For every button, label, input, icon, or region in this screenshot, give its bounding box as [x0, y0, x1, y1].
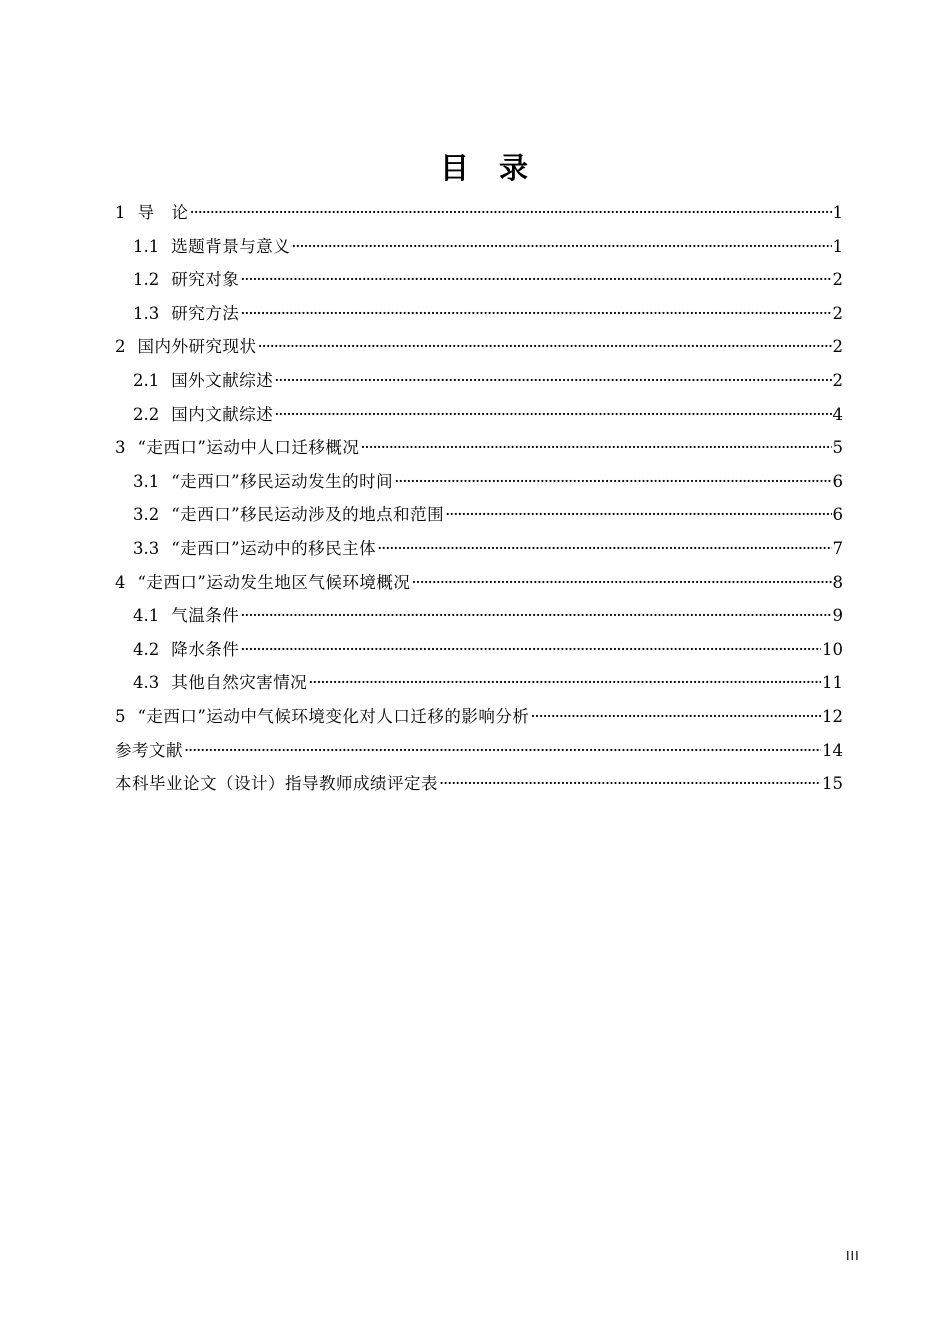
toc-entry-number: 1 — [115, 203, 126, 222]
toc-entry-page: 11 — [822, 673, 843, 693]
toc-entry-page: 14 — [822, 740, 843, 760]
toc-entry-number: 2.2 — [133, 404, 160, 424]
toc-entry-label — [133, 465, 393, 499]
toc-dot-leader — [190, 196, 832, 230]
toc-entry-number: 4.1 — [133, 606, 160, 626]
toc-dot-leader — [274, 364, 831, 398]
toc-dot-leader — [377, 532, 831, 566]
toc-entry[interactable] — [115, 566, 843, 600]
toc-entry-label — [133, 263, 239, 297]
toc-entry[interactable] — [115, 330, 843, 364]
toc-entry-page: 10 — [822, 639, 843, 659]
toc-entry[interactable] — [115, 230, 843, 264]
toc-dot-leader — [439, 767, 821, 801]
toc-entry-page: 9 — [832, 606, 843, 626]
toc-dot-leader — [291, 230, 831, 264]
toc-entry[interactable] — [115, 666, 843, 700]
toc-entry[interactable] — [115, 532, 843, 566]
toc-entry-label — [115, 196, 189, 230]
toc-dot-leader — [308, 666, 821, 700]
toc-entry-title: 选题背景与意义 — [171, 236, 291, 256]
toc-entry[interactable] — [115, 599, 843, 633]
toc-dot-leader — [411, 566, 831, 600]
toc-entry-number: 1.1 — [133, 236, 160, 256]
toc-entry-title: 降水条件 — [171, 639, 240, 659]
toc-entry-number: 3 — [115, 438, 126, 458]
toc-entry-label — [133, 666, 307, 700]
toc-entry[interactable] — [115, 734, 843, 768]
toc-entry-page: 1 — [832, 203, 843, 222]
toc-entry-number: 5 — [115, 706, 126, 726]
toc-entry-label — [133, 599, 239, 633]
toc-entry-page: 8 — [832, 572, 843, 592]
toc-entry-title: 其他自然灾害情况 — [171, 673, 308, 693]
toc-entry-page: 5 — [832, 438, 843, 458]
toc-entry[interactable] — [115, 498, 843, 532]
toc-entry-number: 4 — [115, 572, 126, 592]
toc-entry-title: “走西口”移民运动发生的时间 — [171, 471, 394, 491]
toc-entry[interactable] — [115, 398, 843, 432]
toc-entry[interactable] — [115, 767, 843, 801]
toc-entry-label — [115, 431, 359, 465]
toc-entry-title: “走西口”移民运动涉及的地点和范围 — [171, 505, 445, 525]
toc-entry-label — [133, 498, 444, 532]
toc-entry-title: 国内文献综述 — [171, 404, 274, 424]
toc-entry-number: 2.1 — [133, 370, 160, 390]
toc-entry-title: “走西口”运动中的移民主体 — [171, 538, 377, 558]
toc-entry-label — [115, 767, 438, 801]
toc-entry-label — [133, 297, 239, 331]
toc-entry-page: 2 — [832, 270, 843, 290]
toc-dot-leader — [240, 263, 831, 297]
toc-entry-title: “走西口”运动发生地区气候环境概况 — [137, 572, 411, 592]
toc-entry-number: 1.3 — [133, 303, 160, 323]
toc-dot-leader — [274, 398, 831, 432]
toc-dot-leader — [530, 700, 821, 734]
toc-entry-label — [115, 566, 410, 600]
toc-title: 目 录 — [439, 151, 539, 185]
toc-entry-label — [133, 398, 273, 432]
toc-entry-page: 6 — [832, 471, 843, 491]
toc-entry[interactable] — [115, 700, 843, 734]
toc-entry-title: 参考文献 — [115, 740, 183, 760]
toc-entry-number: 1.2 — [133, 270, 160, 290]
toc-entry-page: 12 — [822, 706, 843, 726]
toc-entry-label — [133, 230, 290, 264]
toc-dot-leader — [240, 599, 831, 633]
toc-entry-label — [133, 532, 376, 566]
toc-entry-number: 3.2 — [133, 505, 160, 525]
toc-entry-title: 国外文献综述 — [171, 370, 274, 390]
toc-entry-page: 15 — [822, 774, 843, 794]
toc-entry-number: 4.2 — [133, 639, 160, 659]
toc-dot-leader — [240, 633, 821, 667]
toc-entry-page: 4 — [832, 404, 843, 424]
toc-entry-page: 1 — [832, 236, 843, 256]
toc-entry[interactable] — [115, 364, 843, 398]
toc-entry-label — [133, 364, 273, 398]
toc-entry-number: 4.3 — [133, 673, 160, 693]
toc-entry-title: 研究对象 — [171, 270, 240, 290]
toc-entry-page: 2 — [832, 370, 843, 390]
toc-entry-title: 气温条件 — [171, 606, 240, 626]
toc-entry-label — [133, 633, 239, 667]
toc-entry-title: “走西口”运动中气候环境变化对人口迁移的影响分析 — [137, 706, 530, 726]
toc-entry-title: 本科毕业论文（设计）指导教师成绩评定表 — [115, 774, 438, 794]
toc-entry-page: 2 — [832, 337, 843, 357]
toc-entry[interactable] — [115, 263, 843, 297]
toc-entry-label — [115, 734, 183, 768]
toc-entry-number: 2 — [115, 337, 126, 357]
toc-entry-number: 3.1 — [133, 471, 160, 491]
toc-dot-leader — [445, 498, 831, 532]
toc-dot-leader — [258, 330, 832, 364]
toc-dot-leader — [360, 431, 831, 465]
toc-entry-title: 导 论 — [137, 203, 189, 222]
toc-dot-leader — [184, 734, 821, 768]
toc-entry-title: 国内外研究现状 — [137, 337, 257, 357]
toc-dot-leader — [240, 297, 831, 331]
toc-entry-label — [115, 330, 257, 364]
toc-entry-title: 研究方法 — [171, 303, 240, 323]
toc-entry-page: 2 — [832, 303, 843, 323]
toc-entry[interactable] — [115, 633, 843, 667]
toc-entry-label — [115, 700, 529, 734]
toc-list — [115, 196, 843, 801]
toc-entry[interactable] — [115, 196, 843, 230]
toc-entry-title: “走西口”运动中人口迁移概况 — [137, 438, 360, 458]
toc-entry-page: 7 — [832, 538, 843, 558]
toc-entry[interactable] — [115, 465, 843, 499]
toc-entry-page: 6 — [832, 505, 843, 525]
toc-entry[interactable] — [115, 297, 843, 331]
toc-entry[interactable] — [115, 431, 843, 465]
page-number: III — [846, 1249, 860, 1263]
toc-dot-leader — [394, 465, 831, 499]
toc-entry-number: 3.3 — [133, 538, 160, 558]
